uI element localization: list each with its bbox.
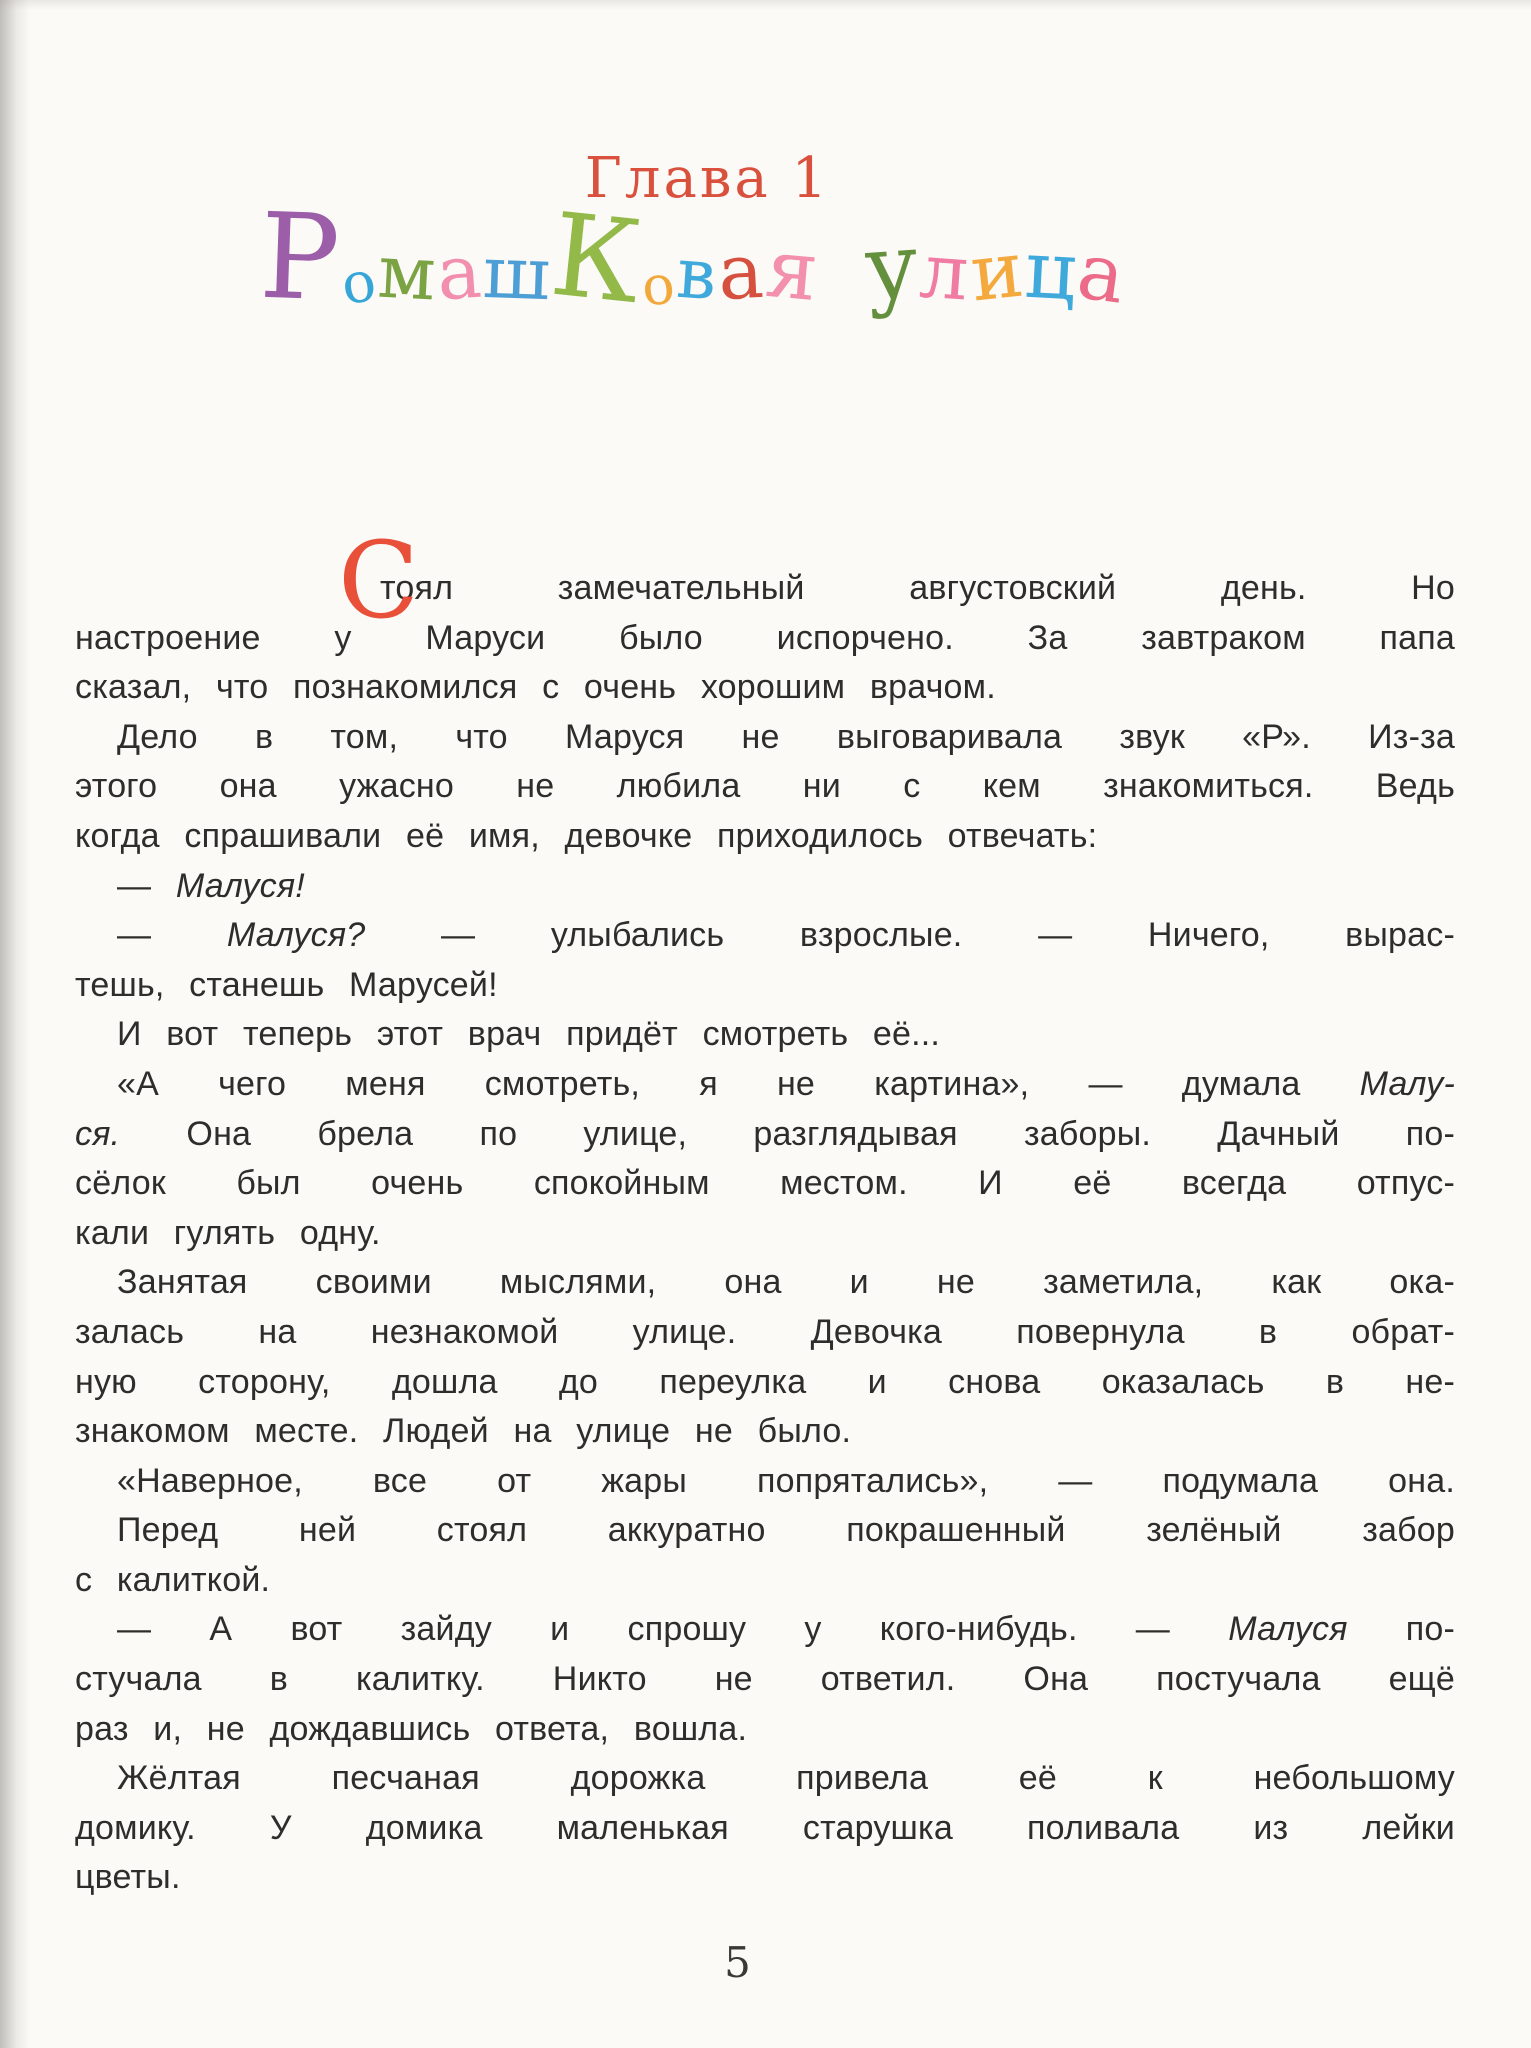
title-letter: ц bbox=[1022, 222, 1079, 319]
text-line bbox=[75, 812, 1455, 862]
title-letter: ш bbox=[481, 229, 552, 317]
title-letter: а bbox=[434, 228, 485, 318]
text-line bbox=[75, 663, 1455, 713]
title-letter: и bbox=[966, 224, 1028, 320]
title-letter: К bbox=[545, 187, 648, 330]
drop-cap: С bbox=[338, 519, 420, 642]
italic-text: Малуся? bbox=[226, 916, 366, 955]
text-line bbox=[75, 1754, 1455, 1804]
text-line bbox=[75, 1655, 1455, 1705]
page-number: 5 bbox=[724, 1938, 751, 1987]
regular-text: тешь, станешь Марусей! bbox=[75, 965, 498, 1004]
text-line bbox=[75, 1556, 1455, 1606]
text-line bbox=[75, 1605, 1455, 1655]
regular-text: сказал, что познакомился с очень хорошим врачом. bbox=[75, 668, 996, 707]
title-letter: у bbox=[861, 213, 922, 322]
regular-text: — bbox=[117, 866, 176, 905]
text-line bbox=[75, 762, 1455, 812]
text-line bbox=[75, 911, 1455, 961]
title-letter: а bbox=[716, 225, 766, 318]
text-line bbox=[75, 1209, 1455, 1259]
text-line bbox=[75, 614, 1455, 664]
title-letter: л bbox=[917, 225, 972, 318]
chapter-heading: Глава 1 bbox=[584, 146, 831, 211]
regular-text: ную сторону, дошла до переулка и снова оказалась в не- bbox=[75, 1362, 1455, 1401]
regular-text: И вот теперь этот врач придёт смотреть её... bbox=[117, 1015, 941, 1054]
text-line bbox=[75, 961, 1455, 1011]
regular-text: тоял замечательный августовский день. Но bbox=[380, 569, 1455, 607]
regular-text: «Наверное, все от жары попрятались», — подумала она. bbox=[117, 1461, 1455, 1500]
title-letter: о bbox=[639, 252, 678, 319]
text-line bbox=[75, 1457, 1455, 1507]
regular-text: — А вот зайду и спрошу у кого-нибудь. — bbox=[117, 1610, 1229, 1649]
regular-text: настроение у Маруси было испорчено. За завтраком папа bbox=[75, 618, 1455, 657]
regular-text: — улыбались взрослые. — Ничего, вырас- bbox=[365, 916, 1455, 955]
title-letter: я bbox=[761, 220, 822, 321]
italic-text: Малуся bbox=[1228, 1610, 1348, 1649]
regular-text: сёлок был очень спокойным местом. И её всегда отпус- bbox=[75, 1164, 1455, 1203]
text-line bbox=[75, 1110, 1455, 1160]
title-letter: Р bbox=[258, 186, 343, 328]
regular-text: Занятая своими мыслями, она и не заметила, как ока- bbox=[117, 1263, 1455, 1302]
text-line bbox=[75, 1308, 1455, 1358]
body-text bbox=[75, 519, 1456, 1903]
chapter-title bbox=[0, 186, 1458, 358]
text-line bbox=[75, 713, 1455, 763]
regular-text: залась на незнакомой улице. Девочка повернула в обрат- bbox=[75, 1312, 1455, 1351]
regular-text: с калиткой. bbox=[75, 1560, 271, 1599]
text-line bbox=[75, 862, 1455, 912]
regular-text: Она брела по улице, разглядывая заборы. Дачный по- bbox=[120, 1114, 1455, 1153]
regular-text: этого она ужасно не любила ни с кем знакомиться. Ведь bbox=[75, 767, 1455, 806]
text-line bbox=[75, 1358, 1455, 1408]
regular-text: кали гулять одну. bbox=[75, 1213, 381, 1252]
regular-text: когда спрашивали её имя, девочке приходилось отвечать: bbox=[75, 816, 1098, 855]
text-line bbox=[75, 1705, 1455, 1755]
title-letter: а bbox=[1072, 226, 1131, 322]
regular-text: знакомом месте. Людей на улице не было. bbox=[75, 1412, 852, 1451]
regular-text: Дело в том, что Маруся не выговаривала звук «Р». Из-за bbox=[117, 717, 1455, 756]
regular-text: по- bbox=[1347, 1610, 1456, 1649]
regular-text: домику. У домика маленькая старушка поливала из лейки bbox=[75, 1808, 1455, 1847]
text-line bbox=[75, 1060, 1455, 1110]
italic-text: ся. bbox=[75, 1114, 121, 1153]
regular-text: — bbox=[117, 916, 227, 955]
regular-text: Перед ней стоял аккуратно покрашенный зелёный забор bbox=[117, 1511, 1455, 1550]
title-letter: в bbox=[674, 231, 720, 317]
regular-text: стучала в калитку. Никто не ответил. Она постучала ещё bbox=[75, 1660, 1455, 1699]
italic-text: Малуся! bbox=[175, 866, 305, 905]
text-line bbox=[75, 1159, 1455, 1209]
italic-text: Малу- bbox=[1359, 1064, 1455, 1103]
regular-text: цветы. bbox=[75, 1858, 181, 1897]
regular-text: раз и, не дождавшись ответа, вошла. bbox=[75, 1709, 748, 1748]
regular-text: Жёлтая песчаная дорожка привела её к небольшому bbox=[117, 1759, 1455, 1798]
text-line bbox=[75, 1010, 1455, 1060]
text-line bbox=[75, 1804, 1455, 1854]
text-line bbox=[75, 1506, 1455, 1556]
regular-text: «А чего меня смотреть, я не картина», — думала bbox=[117, 1064, 1360, 1103]
text-line bbox=[75, 1407, 1455, 1457]
text-line bbox=[75, 1258, 1455, 1308]
text-line bbox=[75, 1853, 1455, 1903]
title-letter: о bbox=[337, 248, 380, 319]
title-letter: м bbox=[375, 228, 438, 318]
